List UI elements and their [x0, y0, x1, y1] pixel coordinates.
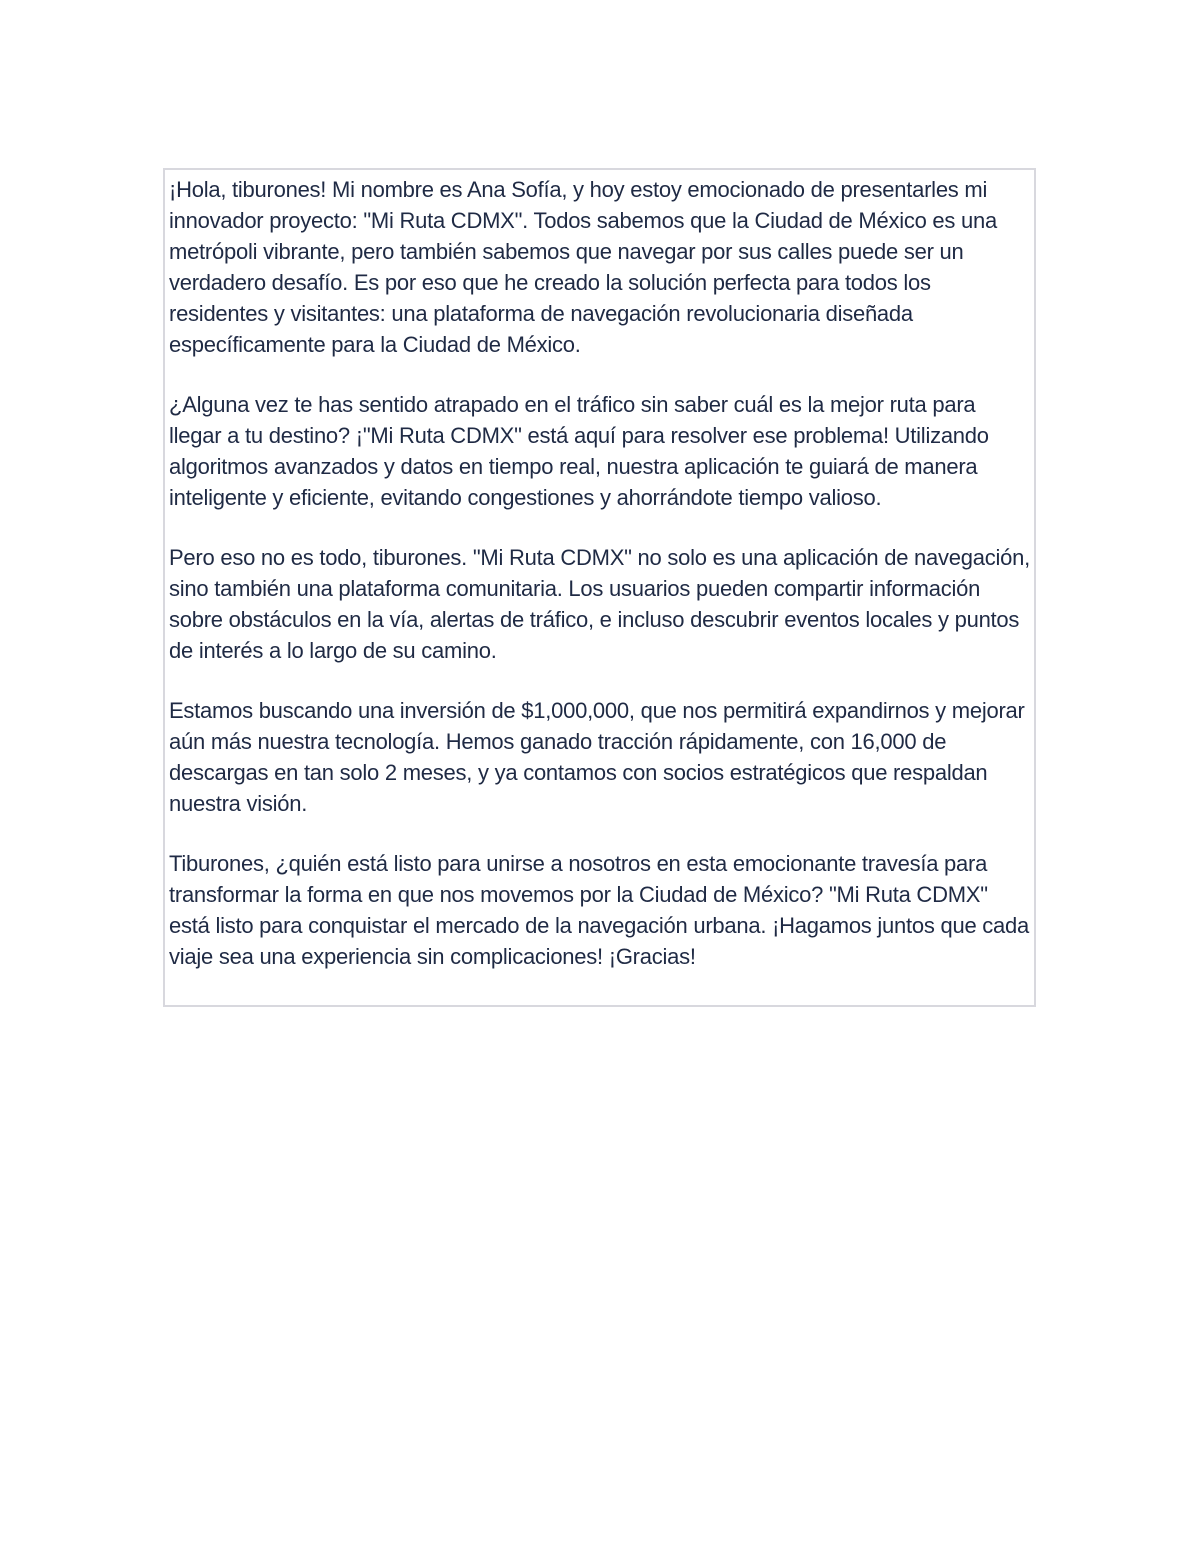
paragraph-community: Pero eso no es todo, tiburones. "Mi Ruta CDMX" no solo es una aplicación de navegación, sino también una plataforma comunitaria. Los usuarios pueden compartir información sobre obstáculos en la vía, alertas de tráfico, e incluso descubrir eventos locales y puntos de interés a lo largo de su camino.: [169, 545, 1030, 663]
paragraph-investment: Estamos buscando una inversión de $1,000,000, que nos permitirá expandirnos y mejorar aún más nuestra tecnología. Hemos ganado tracción rápidamente, con 16,000 de descargas en tan solo 2 meses, y ya contamos con socios estratégicos que respaldan nuestra visión.: [169, 698, 1025, 816]
paragraph-problem: ¿Alguna vez te has sentido atrapado en el tráfico sin saber cuál es la mejor ruta para llegar a tu destino? ¡"Mi Ruta CDMX" está aquí para resolver ese problema! Utilizando algoritmos avanzados y datos en tiempo real, nuestra aplicación te guiará de manera inteligente y eficiente, evitando congestiones y ahorrándote tiempo valioso.: [169, 392, 989, 510]
paragraph-intro: ¡Hola, tiburones! Mi nombre es Ana Sofía, y hoy estoy emocionado de presentarles mi innovador proyecto: "Mi Ruta CDMX". Todos sabemos que la Ciudad de México es una metrópoli vibrante, pero también sabemos que navegar por sus calles puede ser un verdadero desafío. Es por eso que he creado la solución perfecta para todos los residentes y visitantes: una plataforma de navegación revolucionaria diseñada específicamente para la Ciudad de México.: [169, 177, 997, 357]
paragraph-closing: Tiburones, ¿quién está listo para unirse a nosotros en esta emocionante travesía para transformar la forma en que nos movemos por la Ciudad de México? "Mi Ruta CDMX" está listo para conquistar el mercado de la navegación urbana. ¡Hagamos juntos que cada viaje sea una experiencia sin complicaciones! ¡Gracias!: [169, 851, 1030, 969]
pitch-text-box: [163, 168, 1036, 1007]
